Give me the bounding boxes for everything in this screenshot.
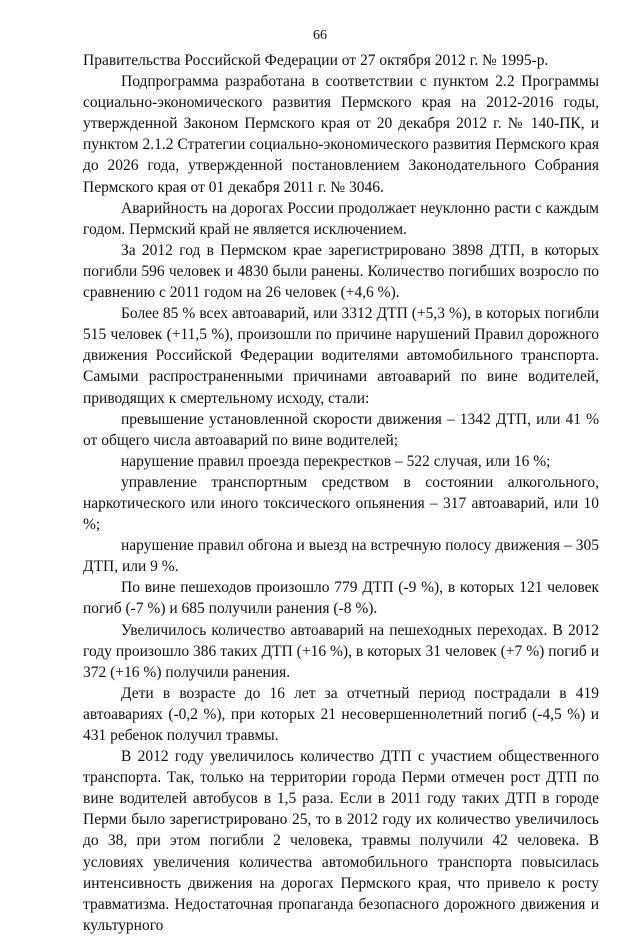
paragraph: Увеличилось количество автоаварий на пешеходных переходах. В 2012 году произошло 386 таких ДТП (+16 %), в которых 31 человек (+7 %) погиб и 372 (+16 %) получили ранения. bbox=[83, 621, 599, 681]
list-item: нарушение правил проезда перекрестков – 522 случая, или 16 %; bbox=[121, 452, 551, 470]
paragraph: Аварийность на дорогах России продолжает неуклонно расти с каждым годом. Пермский край не является исключением. bbox=[83, 199, 599, 238]
paragraph: Дети в возрасте до 16 лет за отчетный период пострадали в 419 автоавариях (-0,2 %), при которых 21 несовершеннолетний погиб (-4,5 %) и 431 ребенок получил травмы. bbox=[83, 684, 599, 744]
page-number: 66 bbox=[313, 28, 327, 43]
paragraph: Более 85 % всех автоаварий, или 3312 ДТП (+5,3 %), в которых погибли 515 человек (+11,5 %), произошли по причине нарушений Правил дорожного движения Российской Федерации водителями автомобильного транспорта. Самыми распространенными причинами автоаварий по вине водителей, приводящих к смертельному исходу, стали: bbox=[83, 305, 599, 407]
paragraph: По вине пешеходов произошло 779 ДТП (-9 %), в которых 121 человек погиб (-7 %) и 685 получили ранения (-8 %). bbox=[83, 579, 599, 618]
paragraph: За 2012 год в Пермском крае зарегистрировано 3898 ДТП, в которых погибли 596 человек и 4830 были ранены. Количество погибших возросло по сравнению с 2011 годом на 26 человек (+4,6 %). bbox=[83, 241, 599, 302]
paragraph: В 2012 году увеличилось количество ДТП с участием общественного транспорта. Так, только на территории города Перми отмечен рост ДТП по вине водителей автобусов в 1,5 раза. Если в 2011 году таких ДТП в городе Перми было зарегистрировано 25, то в 2012 году их количество увеличилось до 38, при этом погибли 2 человека, травмы получили 42 человека. В условиях увеличения количества автомобильного транспорта повысилась интенсивность движения на дорогах Пермского края, что привело к росту травматизма. Недостаточная пропаганда безопасного дорожного движения и культурного bbox=[83, 748, 599, 934]
body-text bbox=[83, 50, 599, 936]
list-item: управление транспортным средством в состоянии алкогольного, наркотического или иного токсического опьянения – 317 автоаварий, или 10 %; bbox=[83, 473, 599, 534]
list-item: превышение установленной скорости движения – 1342 ДТП, или 41 % от общего числа автоаварий по вине водителей; bbox=[83, 410, 599, 449]
paragraph: Правительства Российской Федерации от 27 октября 2012 г. № 1995-р. bbox=[83, 52, 549, 69]
paragraph: Подпрограмма разработана в соответствии с пунктом 2.2 Программы социально-экономического развития Пермского края на 2012-2016 годы, утвержденной Законом Пермского края от 20 декабря 2012 г. № 140-ПК, и пунктом 2.1.2 Стратегии социально-экономического развития Пермского края до 2026 года, утвержденной постановлением Законодательного Собрания Пермского края от 01 декабря 2011 г. № 3046. bbox=[83, 73, 599, 196]
list-item: нарушение правил обгона и выезд на встречную полосу движения – 305 ДТП, или 9 %. bbox=[83, 537, 599, 576]
